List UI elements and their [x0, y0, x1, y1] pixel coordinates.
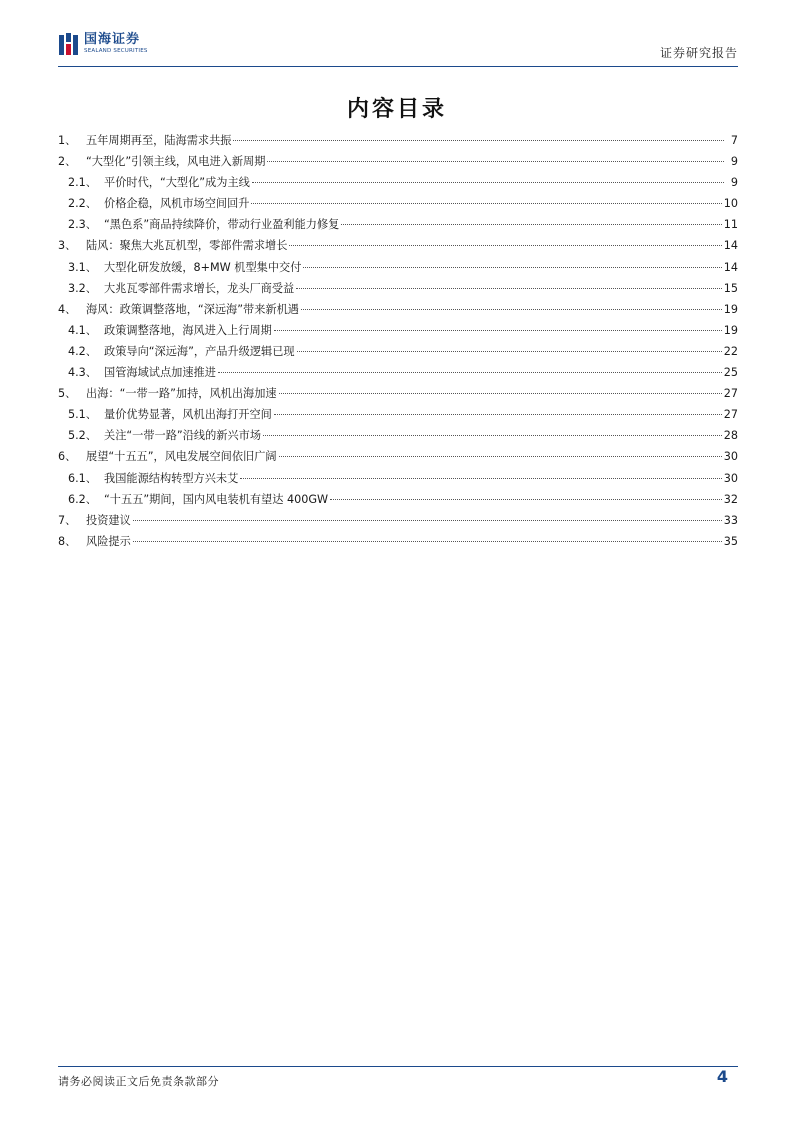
toc-entry-title[interactable]: 政策导向“深远海”，产品升级逻辑已现 [104, 344, 295, 358]
toc-dot-leader [330, 499, 722, 500]
toc-subsection-row[interactable] [58, 470, 738, 491]
toc-entry-title[interactable]: “大型化”引领主线，风电进入新周期 [86, 155, 266, 169]
toc-entry-number: 5.2、 [68, 429, 97, 443]
toc-entry-page[interactable]: 27 [723, 387, 738, 401]
toc-entry-number: 2.3、 [68, 218, 97, 232]
toc-subsection-row[interactable] [58, 259, 738, 280]
toc-entry-page[interactable]: 14 [723, 260, 738, 274]
company-logo [58, 32, 148, 60]
toc-subsection-row[interactable] [58, 174, 738, 195]
toc-entry-title[interactable]: 展望“十五五”，风电发展空间依旧广阔 [86, 450, 277, 464]
toc-entry-title[interactable]: 国管海域试点加速推进 [104, 366, 216, 380]
toc-dot-leader [296, 288, 722, 289]
toc-entry-number: 5、 [58, 387, 77, 401]
toc-entry-page[interactable]: 27 [723, 408, 738, 422]
toc-dot-leader [218, 372, 722, 373]
toc-entry-title[interactable]: 量价优势显著，风机出海打开空间 [104, 408, 272, 422]
toc-dot-leader [279, 393, 722, 394]
toc-entry-page[interactable]: 19 [723, 302, 738, 316]
toc-entry-title[interactable]: 我国能源结构转型方兴未艾 [104, 471, 239, 485]
toc-section-row[interactable] [58, 385, 738, 406]
disclaimer-text: 请务必阅读正文后免责条款部分 [58, 1075, 219, 1088]
toc-section-row[interactable] [58, 301, 738, 322]
toc-subsection-row[interactable] [58, 195, 738, 216]
toc-subsection-row[interactable] [58, 406, 738, 427]
toc-entry-page[interactable]: 30 [723, 471, 738, 485]
toc-dot-leader [274, 330, 722, 331]
toc-entry-page[interactable]: 15 [723, 281, 738, 295]
toc-section-row[interactable] [58, 237, 738, 258]
page-number: 4 [716, 1067, 728, 1086]
toc-section-row[interactable] [58, 132, 738, 153]
toc-entry-page[interactable]: 7 [730, 134, 738, 147]
toc-subsection-row[interactable] [58, 427, 738, 448]
toc-section-row[interactable] [58, 448, 738, 469]
report-type-label: 证券研究报告 [659, 46, 738, 60]
toc-entry-number: 6、 [58, 450, 77, 464]
toc-entry-page[interactable]: 35 [723, 534, 738, 548]
toc-dot-leader [240, 478, 721, 479]
toc-entry-title[interactable]: 海风：政策调整落地，“深远海”带来新机遇 [86, 302, 299, 316]
page-header [58, 26, 738, 67]
toc-dot-leader [297, 351, 722, 352]
toc-subsection-row[interactable] [58, 343, 738, 364]
toc-entry-page[interactable]: 9 [730, 155, 738, 169]
toc-entry-title[interactable]: 价格企稳，风机市场空间回升 [104, 197, 250, 211]
toc-entry-page[interactable]: 19 [723, 323, 738, 337]
toc-entry-page[interactable]: 30 [723, 450, 738, 464]
toc-entry-page[interactable]: 14 [723, 239, 738, 253]
toc-dot-leader [233, 140, 724, 141]
toc-entry-title[interactable]: 平价时代，“大型化”成为主线 [104, 176, 250, 190]
toc-entry-number: 2.1、 [68, 176, 97, 190]
toc-dot-leader [251, 203, 721, 204]
toc-dot-leader [274, 414, 722, 415]
logo-chinese-name: 国海证券 [84, 32, 141, 47]
toc-section-row[interactable] [58, 533, 738, 554]
toc-dot-leader [252, 182, 724, 183]
toc-entry-number: 7、 [58, 513, 77, 527]
toc-entry-title[interactable]: 风险提示 [86, 534, 131, 548]
toc-entry-page[interactable]: 33 [723, 513, 738, 527]
toc-entry-title[interactable]: 关注“一带一路”沿线的新兴市场 [104, 429, 262, 443]
toc-subsection-row[interactable] [58, 322, 738, 343]
toc-dot-leader [267, 161, 724, 162]
toc-entry-number: 8、 [58, 534, 77, 548]
toc-section-row[interactable] [58, 512, 738, 533]
toc-subsection-row[interactable] [58, 216, 738, 237]
toc-entry-number: 2、 [58, 155, 77, 169]
toc-dot-leader [301, 309, 722, 310]
toc-entry-number: 2.2、 [68, 197, 97, 211]
toc-entry-title[interactable]: “十五五”期间，国内风电装机有望达 400GW [104, 492, 329, 506]
toc-entry-number: 4.1、 [68, 323, 97, 337]
toc-dot-leader [133, 541, 722, 542]
toc-dot-leader [263, 435, 722, 436]
toc-title: 内容目录 [346, 97, 447, 122]
toc-entry-number: 3.1、 [68, 260, 97, 274]
toc-section-row[interactable] [58, 153, 738, 174]
toc-entry-number: 6.1、 [68, 471, 97, 485]
toc-entry-title[interactable]: 大兆瓦零部件需求增长，龙头厂商受益 [104, 281, 295, 295]
toc-entry-number: 3、 [58, 239, 77, 253]
sealand-logo-icon [58, 32, 80, 58]
toc-entry-page[interactable]: 32 [723, 492, 738, 506]
toc-entry-page[interactable]: 10 [723, 197, 738, 211]
toc-entry-number: 4.2、 [68, 344, 97, 358]
page-footer [58, 1066, 738, 1097]
toc-entry-page[interactable]: 22 [723, 344, 738, 358]
toc-entry-number: 3.2、 [68, 281, 97, 295]
toc-entry-number: 5.1、 [68, 408, 97, 422]
toc-entry-page[interactable]: 9 [730, 176, 738, 190]
toc-entry-title[interactable]: 投资建议 [86, 513, 131, 527]
toc-subsection-row[interactable] [58, 491, 738, 512]
toc-entry-number: 4.3、 [68, 366, 97, 380]
toc-entry-title[interactable]: “黑色系”商品持续降价，带动行业盈利能力修复 [104, 218, 340, 232]
logo-english-name: SEALAND SECURITIES [84, 48, 148, 54]
toc-entry-title[interactable]: 五年周期再至，陆海需求共振 [86, 134, 232, 147]
toc-dot-leader [303, 267, 721, 268]
toc-entry-page[interactable]: 25 [723, 366, 738, 380]
toc-entry-number: 4、 [58, 302, 77, 316]
toc-dot-leader [279, 456, 722, 457]
toc-dot-leader [289, 245, 721, 246]
toc-dot-leader [133, 520, 722, 521]
toc-entry-title[interactable]: 出海：“一带一路”加持，风机出海加速 [86, 387, 277, 401]
toc-entry-title[interactable]: 大型化研发放缓，8+MW 机型集中交付 [104, 260, 302, 274]
toc-entry-page[interactable]: 11 [723, 218, 738, 232]
toc-entry-number: 6.2、 [68, 492, 97, 506]
toc-dot-leader [341, 224, 721, 225]
toc-entry-page[interactable]: 28 [723, 429, 738, 443]
toc-subsection-row[interactable] [58, 364, 738, 385]
toc-entry-title[interactable]: 政策调整落地，海风进入上行周期 [104, 323, 272, 337]
toc-entry-number: 1、 [58, 134, 77, 147]
toc-entry-title[interactable]: 陆风：聚焦大兆瓦机型，零部件需求增长 [86, 239, 288, 253]
table-of-contents [58, 132, 738, 554]
toc-subsection-row[interactable] [58, 280, 738, 301]
